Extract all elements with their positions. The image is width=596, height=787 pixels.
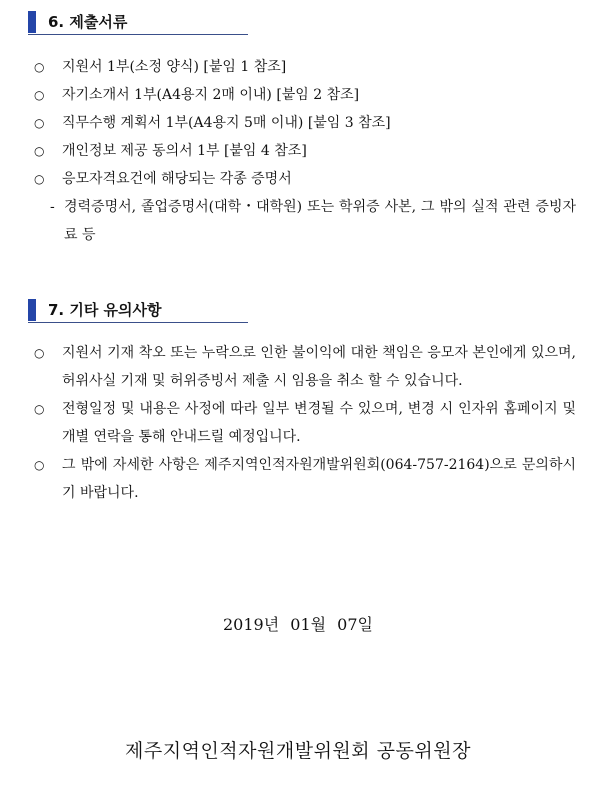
section-header-7 [28, 296, 248, 323]
list-item [34, 137, 576, 165]
section-title-6: 6. 제출서류 [48, 13, 128, 31]
list-item-text: 개인정보 제공 동의서 1부 [붙임 4 참조] [62, 143, 307, 159]
list-item [34, 339, 576, 395]
circle-bullet-icon: ○ [34, 402, 45, 416]
list-item-text: 응모자격요건에 해당되는 각종 증명서 [62, 171, 292, 187]
circle-bullet-icon: ○ [34, 116, 45, 130]
list-item-text: 지원서 1부(소정 양식) [붙임 1 참조] [62, 59, 287, 75]
dash-bullet: - [50, 199, 55, 215]
list-item [34, 81, 576, 109]
list-item-text: 지원서 기재 착오 또는 누락으로 인한 불이익에 대한 책임은 응모자 본인에게 있으며, 허위사실 기재 및 허위증빙서 제출 시 임용을 취소 할 수 있습니다. [62, 345, 576, 389]
list-item-text: 직무수행 계획서 1부(A4용지 5매 이내) [붙임 3 참조] [62, 115, 391, 131]
circle-bullet-icon: ○ [34, 458, 45, 472]
list-item-text: 자기소개서 1부(A4용지 2매 이내) [붙임 2 참조] [62, 87, 360, 103]
section-marker-bar [28, 299, 36, 321]
document-list-6 [34, 53, 576, 249]
list-item-text: 전형일정 및 내용은 사정에 따라 일부 변경될 수 있으며, 변경 시 인자위 홈페이지 및 개별 연락을 통해 안내드릴 예정입니다. [62, 401, 576, 445]
list-item [34, 165, 576, 193]
list-item-text: 그 밖에 자세한 사항은 제주지역인적자원개발위원회(064-757-2164)으로 문의하시기 바랍니다. [62, 457, 576, 501]
circle-bullet-icon: ○ [34, 172, 45, 186]
list-item [34, 109, 576, 137]
sub-list-item [34, 193, 576, 249]
section-title-7: 7. 기타 유의사항 [48, 301, 162, 319]
signature-line: 제주지역인적자원개발위원회 공동위원장 [125, 740, 471, 762]
circle-bullet-icon: ○ [34, 60, 45, 74]
list-item [34, 53, 576, 81]
circle-bullet-icon: ○ [34, 88, 45, 102]
list-item [34, 451, 576, 507]
section-marker-bar [28, 11, 36, 33]
section-header-6 [28, 8, 248, 35]
circle-bullet-icon: ○ [34, 144, 45, 158]
sub-list-item-text: 경력증명서, 졸업증명서(대학・대학원) 또는 학위증 사본, 그 밖의 실적 관련 증빙자료 등 [64, 199, 576, 243]
list-item [34, 395, 576, 451]
document-date: 2019년 01월 07일 [223, 615, 373, 634]
circle-bullet-icon: ○ [34, 346, 45, 360]
notice-list-7 [34, 339, 576, 507]
